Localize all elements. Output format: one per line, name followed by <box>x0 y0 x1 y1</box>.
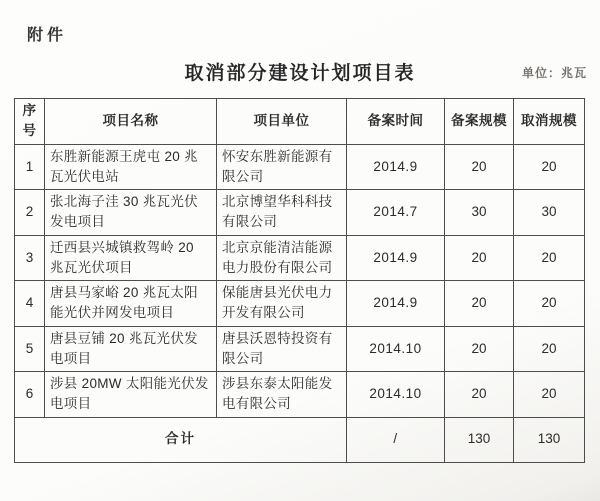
header-cancelled-scale: 取消规模 <box>514 99 585 145</box>
cell-cancelled-scale: 20 <box>514 144 585 190</box>
cell-project-name: 唐县马家峪 20 兆瓦太阳能光伏并网发电项目 <box>45 281 217 327</box>
cell-no: 2 <box>15 190 45 236</box>
table-header <box>15 99 585 145</box>
header-project-name: 项目名称 <box>45 99 217 145</box>
cell-total-label: 合计 <box>15 417 347 462</box>
cell-project-name: 东胜新能源王虎屯 20 兆瓦光伏电站 <box>45 144 217 190</box>
header-project-unit: 项目单位 <box>217 99 347 145</box>
cell-project-name: 张北海子洼 30 兆瓦光伏发电项目 <box>45 190 217 236</box>
cell-no: 5 <box>15 326 45 372</box>
cell-project-unit: 涉县东泰太阳能发电有限公司 <box>217 372 347 418</box>
header-no: 序号 <box>15 99 45 145</box>
cell-filed-scale: 20 <box>445 326 514 372</box>
attachment-label: 附件 <box>27 27 68 44</box>
cell-cancelled-scale: 20 <box>514 326 585 372</box>
cell-total-filing-date: / <box>347 417 445 462</box>
cell-filed-scale: 20 <box>445 372 514 418</box>
cell-cancelled-scale: 20 <box>514 372 585 418</box>
cell-filing-date: 2014.9 <box>347 281 445 327</box>
cell-project-name: 唐县豆铺 20 兆瓦光伏发电项目 <box>45 326 217 372</box>
cell-no: 4 <box>15 281 45 327</box>
cell-total-filed-scale: 130 <box>445 417 514 462</box>
cell-filed-scale: 20 <box>445 235 514 281</box>
header-filing-date: 备案时间 <box>347 99 445 145</box>
cell-filing-date: 2014.10 <box>347 326 445 372</box>
cell-cancelled-scale: 20 <box>514 235 585 281</box>
cell-cancelled-scale: 30 <box>514 190 585 236</box>
cell-total-cancelled-scale: 130 <box>514 417 585 462</box>
cell-project-unit: 怀安东胜新能源有限公司 <box>217 144 347 190</box>
cell-filing-date: 2014.7 <box>347 190 445 236</box>
table-row <box>15 326 585 372</box>
cell-project-name: 涉县 20MW 太阳能光伏发电项目 <box>45 372 217 418</box>
cell-no: 3 <box>15 235 45 281</box>
header-filed-scale: 备案规模 <box>445 99 514 145</box>
header-row <box>15 99 585 145</box>
table-row <box>15 144 585 190</box>
cell-project-unit: 北京博望华科科技有限公司 <box>217 190 347 236</box>
cancelled-projects-table <box>14 98 585 463</box>
cell-filed-scale: 20 <box>445 144 514 190</box>
table-body <box>15 144 585 462</box>
cell-project-name: 迁西县兴城镇救驾岭 20 兆瓦光伏项目 <box>45 235 217 281</box>
cell-filed-scale: 20 <box>445 281 514 327</box>
unit-label: 单位：兆瓦 <box>521 66 587 80</box>
cell-cancelled-scale: 20 <box>514 281 585 327</box>
cell-filing-date: 2014.10 <box>347 372 445 418</box>
cell-filed-scale: 30 <box>445 190 514 236</box>
cell-project-unit: 北京京能清洁能源电力股份有限公司 <box>217 235 347 281</box>
total-row <box>15 417 585 462</box>
table-row <box>15 281 585 327</box>
page-title: 取消部分建设计划项目表 <box>184 63 416 84</box>
cell-project-unit: 唐县沃恩特投资有限公司 <box>217 326 347 372</box>
cell-no: 6 <box>15 372 45 418</box>
cell-project-unit: 保能唐县光伏电力开发有限公司 <box>217 281 347 327</box>
cell-no: 1 <box>15 144 45 190</box>
table-row <box>15 190 585 236</box>
cell-filing-date: 2014.9 <box>347 235 445 281</box>
cell-filing-date: 2014.9 <box>347 144 445 190</box>
table-row <box>15 235 585 281</box>
table-row <box>15 372 585 418</box>
